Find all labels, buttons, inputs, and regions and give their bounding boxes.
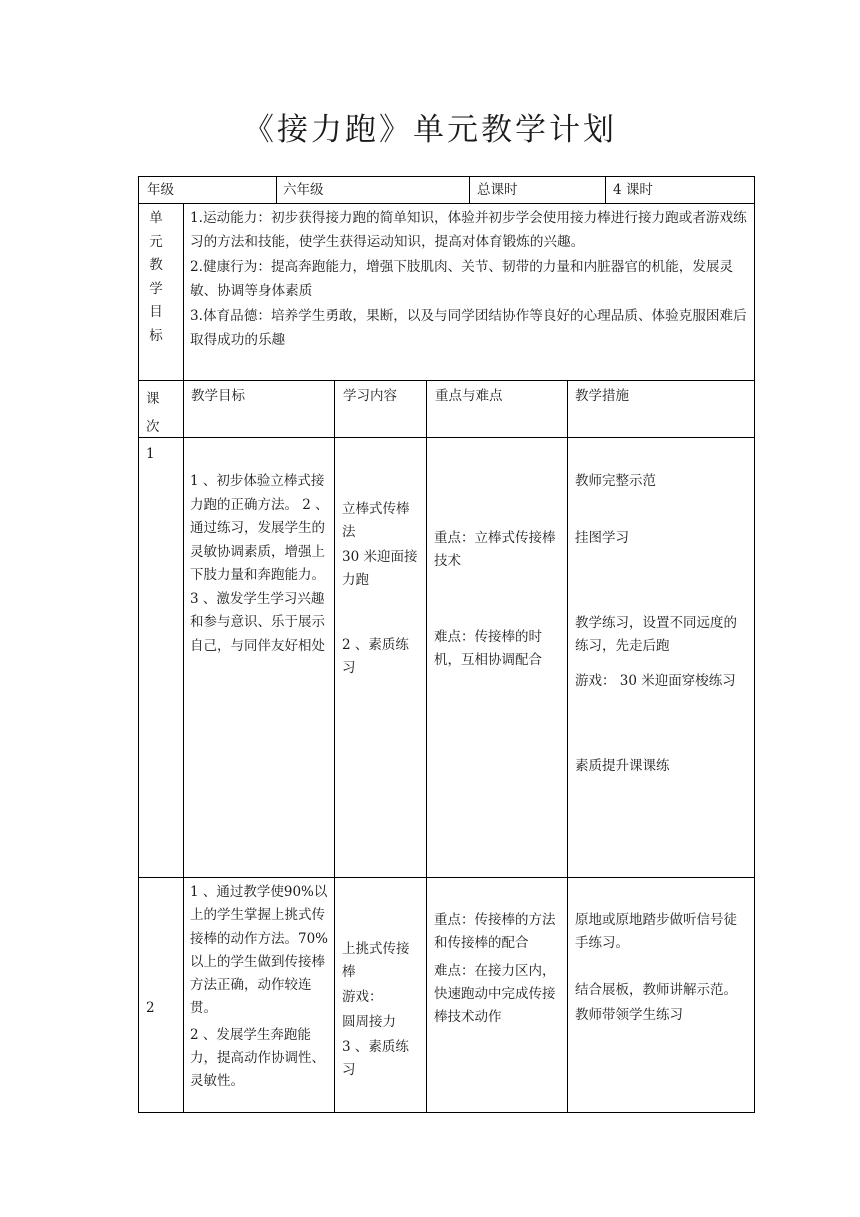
col-learning-content: 学习内容 — [343, 388, 397, 404]
lesson-measures: 教师完整示范 挂图学习 教学练习，设置不同远度的练习，先走后跑 游戏： 30 米迎面穿梭练习 素质提升课课练 — [575, 473, 737, 774]
unit-goals-list — [190, 206, 750, 353]
lesson-measures: 原地或原地踏步做听信号徒手练习。 结合展板，教师讲解示范。 教师带领学生练习 — [575, 912, 737, 1023]
lesson-content: 立棒式传棒法 30 米迎面接力跑 2 、素质练习 — [342, 501, 418, 676]
unit-goal-item: 2.健康行为：提高奔跑能力，增强下肢肌肉、关节、韧带的力量和内脏器官的机能，发展灵敏、协调等身体素质 — [190, 259, 734, 299]
grade-label: 年级 — [147, 182, 174, 198]
grade-value: 六年级 — [283, 182, 324, 198]
col-lesson-number: 课 次 — [146, 391, 160, 435]
unit-goal-item: 3.体育品德：培养学生勇敢，果断，以及与同学团结协作等良好的心理品质、体验克服困难后取得成功的乐趣 — [190, 308, 747, 348]
unit-goal-item: 1.运动能力：初步获得接力跑的简单知识，体验并初步学会使用接力棒进行接力跑或者游戏练习的方法和技能，使学生获得运动知识，提高对体育锻炼的兴趣。 — [190, 210, 747, 250]
lesson-number: 1 — [146, 446, 155, 462]
lesson-goals: 1 、初步体验立棒式接力跑的正确方法。 2 、通过练习，发展学生的灵敏协调素质，增强上下肢力量和奔跑能力。 3 、激发学生学习兴趣和参与意识、乐于展示自己，与同伴友好相处 — [190, 473, 329, 654]
page-title: 《接力跑》单元教学计划 — [243, 112, 617, 148]
lesson-key-points: 重点：传接棒的方法和传接棒的配合 难点：在接力区内，快速跑动中完成传接棒技术动作 — [434, 912, 556, 1025]
total-hours-value: 4 课时 — [613, 182, 653, 198]
lesson-goals: 1 、通过教学使90%以上的学生掌握上挑式传接棒的动作方法。70%以上的学生做到传接棒方法正确，动作较连贯。 2 、发展学生奔跑能力，提高动作协调性、灵敏性。 — [190, 884, 329, 1090]
lesson-key-points: 重点：立棒式传接棒技术 难点：传接棒的时机，互相协调配合 — [434, 530, 556, 668]
col-key-difficulty: 重点与难点 — [435, 388, 503, 404]
unit-goals-label: 单 元 教 学 目 标 — [149, 210, 163, 344]
lesson-number: 2 — [146, 1000, 155, 1016]
total-hours-label: 总课时 — [477, 182, 518, 198]
lesson-content: 上挑式传接棒 游戏： 圆周接力 3 、素质练习 — [342, 941, 410, 1078]
col-teaching-goal: 教学目标 — [191, 388, 245, 404]
col-teaching-measures: 教学措施 — [575, 388, 629, 404]
